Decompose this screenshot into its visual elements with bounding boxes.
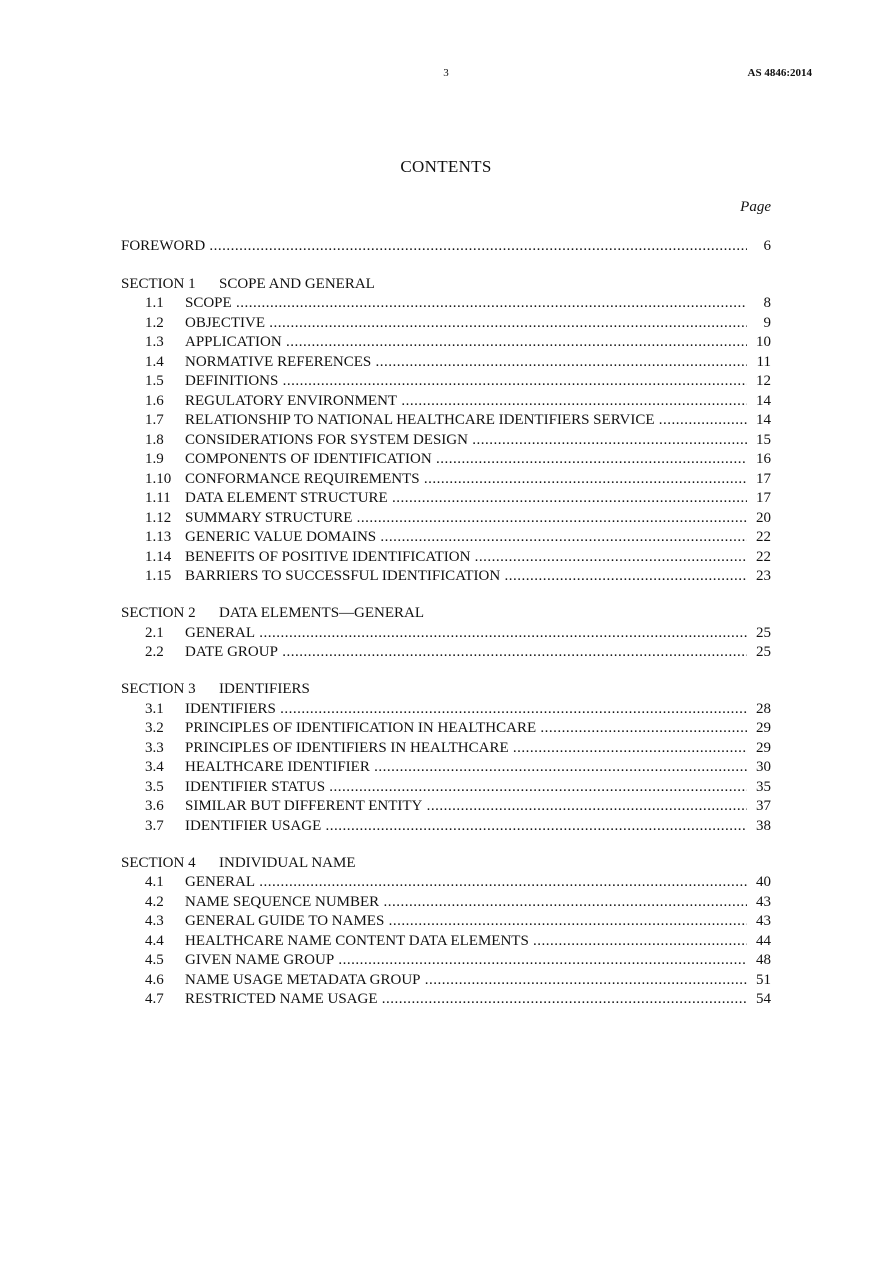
toc-entry-title: GIVEN NAME GROUP bbox=[185, 952, 335, 968]
toc-entry-number: 3.4 bbox=[145, 759, 164, 775]
toc-entry-number: 1.9 bbox=[145, 451, 164, 467]
toc-entry-title: CONSIDERATIONS FOR SYSTEM DESIGN bbox=[185, 431, 468, 448]
toc-entry-page: 51 bbox=[747, 971, 771, 991]
toc-entry-number: 3.1 bbox=[145, 700, 164, 717]
toc-entry-number: 1.14 bbox=[145, 548, 172, 565]
toc-entry[interactable] bbox=[121, 450, 771, 470]
toc-entry-title: COMPONENTS OF IDENTIFICATION bbox=[185, 451, 432, 467]
toc-entry[interactable] bbox=[121, 528, 771, 548]
toc-entry-title: RESTRICTED NAME USAGE bbox=[185, 991, 378, 1007]
toc-entry[interactable] bbox=[121, 411, 771, 431]
toc-entry-page: 40 bbox=[747, 873, 771, 893]
toc-entry-number: 1.6 bbox=[145, 392, 164, 409]
toc-entry-title: IDENTIFIER STATUS bbox=[185, 778, 326, 795]
toc-entry-page: 28 bbox=[747, 700, 771, 720]
toc-entry[interactable] bbox=[121, 990, 771, 1010]
toc-entry[interactable] bbox=[121, 624, 771, 644]
section-label: SECTION 1 bbox=[121, 275, 196, 292]
toc-entry[interactable] bbox=[121, 489, 771, 509]
toc-entry-page: 20 bbox=[747, 509, 771, 529]
toc-entry-page: 29 bbox=[747, 719, 771, 739]
toc-entry-title: DATA ELEMENT STRUCTURE bbox=[185, 490, 388, 506]
toc-entry-title: FOREWORD bbox=[121, 238, 206, 254]
toc-entry[interactable] bbox=[121, 873, 771, 893]
toc-entry-page: 15 bbox=[747, 431, 771, 451]
toc-entry-number: 2.1 bbox=[145, 624, 164, 641]
toc-entry-page: 29 bbox=[747, 739, 771, 759]
toc-entry-number: 3.2 bbox=[145, 720, 164, 736]
toc-entry-page: 48 bbox=[747, 951, 771, 971]
toc-entry-title: CONFORMANCE REQUIREMENTS bbox=[185, 470, 420, 487]
section-heading[interactable] bbox=[121, 680, 771, 700]
toc-entry-title: SCOPE bbox=[185, 295, 232, 311]
toc-entry-number: 1.8 bbox=[145, 431, 164, 448]
toc-entry-page: 12 bbox=[747, 372, 771, 392]
toc-entry[interactable] bbox=[121, 509, 771, 529]
toc-entry-title: SUMMARY STRUCTURE bbox=[185, 509, 353, 526]
toc-entry[interactable] bbox=[121, 470, 771, 490]
toc-section bbox=[121, 275, 771, 587]
toc-entry-title: PRINCIPLES OF IDENTIFICATION IN HEALTHCARE bbox=[185, 720, 537, 736]
toc-entry[interactable] bbox=[121, 392, 771, 412]
toc-entry[interactable] bbox=[121, 643, 771, 663]
toc-entry-number: 1.11 bbox=[145, 490, 171, 506]
toc-entry-page: 9 bbox=[747, 314, 771, 334]
toc-entry-page: 35 bbox=[747, 778, 771, 798]
toc-entry-page: 43 bbox=[747, 893, 771, 913]
toc-entry-number: 2.2 bbox=[145, 644, 164, 660]
toc-entry-number: 3.7 bbox=[145, 817, 164, 834]
toc-entry-page: 38 bbox=[747, 817, 771, 837]
toc-entry[interactable] bbox=[121, 719, 771, 739]
toc-entry-page: 6 bbox=[747, 237, 771, 257]
toc-entry-number: 3.6 bbox=[145, 798, 164, 814]
section-heading[interactable] bbox=[121, 604, 771, 624]
section-title: SCOPE AND GENERAL bbox=[219, 275, 375, 292]
toc-entry[interactable] bbox=[121, 548, 771, 568]
toc-entry[interactable] bbox=[121, 294, 771, 314]
toc-entry[interactable] bbox=[121, 932, 771, 952]
page-number: 3 bbox=[443, 67, 449, 79]
toc-entry-page: 37 bbox=[747, 797, 771, 817]
toc-entry-number: 4.6 bbox=[145, 971, 164, 988]
toc-entry-title: OBJECTIVE bbox=[185, 314, 265, 331]
toc-entry-title: HEALTHCARE NAME CONTENT DATA ELEMENTS bbox=[185, 932, 529, 949]
toc-entry[interactable] bbox=[121, 893, 771, 913]
toc-section bbox=[121, 680, 771, 836]
toc-entry-title: PRINCIPLES OF IDENTIFIERS IN HEALTHCARE bbox=[185, 739, 509, 756]
toc-entry[interactable] bbox=[121, 739, 771, 759]
section-label: SECTION 3 bbox=[121, 681, 196, 697]
toc-entry[interactable] bbox=[121, 333, 771, 353]
toc-entry-page: 30 bbox=[747, 758, 771, 778]
toc-entry[interactable] bbox=[121, 797, 771, 817]
toc-entry-foreword[interactable] bbox=[121, 237, 771, 257]
toc-entry-page: 23 bbox=[747, 567, 771, 587]
table-of-contents bbox=[121, 237, 771, 1027]
toc-entry-title: GENERAL bbox=[185, 874, 255, 890]
toc-entry[interactable] bbox=[121, 314, 771, 334]
section-title: INDIVIDUAL NAME bbox=[219, 854, 356, 871]
page-column-label: Page bbox=[740, 199, 771, 215]
toc-entry[interactable] bbox=[121, 700, 771, 720]
toc-entry-page: 17 bbox=[747, 489, 771, 509]
toc-entry-number: 4.2 bbox=[145, 893, 164, 910]
toc-entry-title: RELATIONSHIP TO NATIONAL HEALTHCARE IDENTIFIERS SERVICE bbox=[185, 412, 655, 428]
toc-entry-title: GENERIC VALUE DOMAINS bbox=[185, 529, 377, 545]
toc-entry-title: BARRIERS TO SUCCESSFUL IDENTIFICATION bbox=[185, 568, 501, 584]
toc-entry-number: 1.2 bbox=[145, 314, 164, 331]
toc-entry-page: 44 bbox=[747, 932, 771, 952]
standard-code: AS 4846:2014 bbox=[747, 67, 812, 79]
section-heading[interactable] bbox=[121, 854, 771, 874]
toc-entry-page: 10 bbox=[747, 333, 771, 353]
toc-entry-title: GENERAL bbox=[185, 624, 255, 641]
toc-entry[interactable] bbox=[121, 817, 771, 837]
toc-entry-title: NAME USAGE METADATA GROUP bbox=[185, 971, 421, 988]
toc-entry-page: 43 bbox=[747, 912, 771, 932]
toc-entry-title: BENEFITS OF POSITIVE IDENTIFICATION bbox=[185, 548, 471, 565]
toc-entry[interactable] bbox=[121, 912, 771, 932]
toc-entry-page: 22 bbox=[747, 528, 771, 548]
toc-entry-number: 4.5 bbox=[145, 952, 164, 968]
toc-entry[interactable] bbox=[121, 758, 771, 778]
toc-entry-number: 1.7 bbox=[145, 412, 164, 428]
toc-entry[interactable] bbox=[121, 431, 771, 451]
contents-title: CONTENTS bbox=[400, 157, 492, 176]
toc-entry-number: 1.15 bbox=[145, 568, 172, 584]
toc-entry-page: 11 bbox=[747, 353, 771, 373]
toc-entry-number: 3.5 bbox=[145, 778, 164, 795]
toc-entry[interactable] bbox=[121, 353, 771, 373]
toc-section bbox=[121, 604, 771, 663]
section-label: SECTION 2 bbox=[121, 605, 196, 621]
toc-entry-number: 1.10 bbox=[145, 470, 172, 487]
section-title: IDENTIFIERS bbox=[219, 681, 310, 697]
toc-entry-page: 14 bbox=[747, 392, 771, 412]
toc-entry-title: NAME SEQUENCE NUMBER bbox=[185, 893, 380, 910]
toc-entry-number: 1.3 bbox=[145, 334, 164, 350]
toc-section bbox=[121, 854, 771, 1010]
toc-entry-number: 1.12 bbox=[145, 509, 172, 526]
toc-entry-title: IDENTIFIER USAGE bbox=[185, 817, 322, 834]
toc-entry-title: REGULATORY ENVIRONMENT bbox=[185, 392, 398, 409]
toc-entry-number: 1.4 bbox=[145, 353, 164, 370]
toc-entry-number: 4.1 bbox=[145, 874, 164, 890]
toc-entry-title: SIMILAR BUT DIFFERENT ENTITY bbox=[185, 798, 423, 814]
toc-entry[interactable] bbox=[121, 372, 771, 392]
toc-entry-title: NORMATIVE REFERENCES bbox=[185, 353, 372, 370]
toc-entry-page: 25 bbox=[747, 643, 771, 663]
toc-entry[interactable] bbox=[121, 778, 771, 798]
toc-sections bbox=[121, 275, 771, 1010]
section-label: SECTION 4 bbox=[121, 854, 196, 871]
toc-entry-number: 4.7 bbox=[145, 991, 164, 1007]
section-heading[interactable] bbox=[121, 275, 771, 295]
toc-entry-title: DATE GROUP bbox=[185, 644, 278, 660]
toc-entry-page: 54 bbox=[747, 990, 771, 1010]
toc-entry[interactable] bbox=[121, 951, 771, 971]
toc-entry-title: DEFINITIONS bbox=[185, 373, 279, 389]
toc-entry[interactable] bbox=[121, 567, 771, 587]
toc-entry-title: HEALTHCARE IDENTIFIER bbox=[185, 759, 370, 775]
toc-entry-page: 16 bbox=[747, 450, 771, 470]
toc-entry-page: 8 bbox=[747, 294, 771, 314]
section-title: DATA ELEMENTS—GENERAL bbox=[219, 605, 425, 621]
toc-entry-number: 1.5 bbox=[145, 373, 164, 389]
toc-entry[interactable] bbox=[121, 971, 771, 991]
toc-entry-page: 17 bbox=[747, 470, 771, 490]
toc-entry-number: 4.3 bbox=[145, 913, 164, 929]
toc-entry-number: 3.3 bbox=[145, 739, 164, 756]
toc-entry-page: 25 bbox=[747, 624, 771, 644]
toc-entry-number: 1.13 bbox=[145, 529, 172, 545]
toc-entry-page: 22 bbox=[747, 548, 771, 568]
toc-entry-title: GENERAL GUIDE TO NAMES bbox=[185, 913, 385, 929]
toc-entry-number: 1.1 bbox=[145, 295, 164, 311]
toc-entry-page: 14 bbox=[747, 411, 771, 431]
toc-entry-title: APPLICATION bbox=[185, 334, 282, 350]
toc-entry-number: 4.4 bbox=[145, 932, 164, 949]
toc-entry-title: IDENTIFIERS bbox=[185, 700, 276, 717]
